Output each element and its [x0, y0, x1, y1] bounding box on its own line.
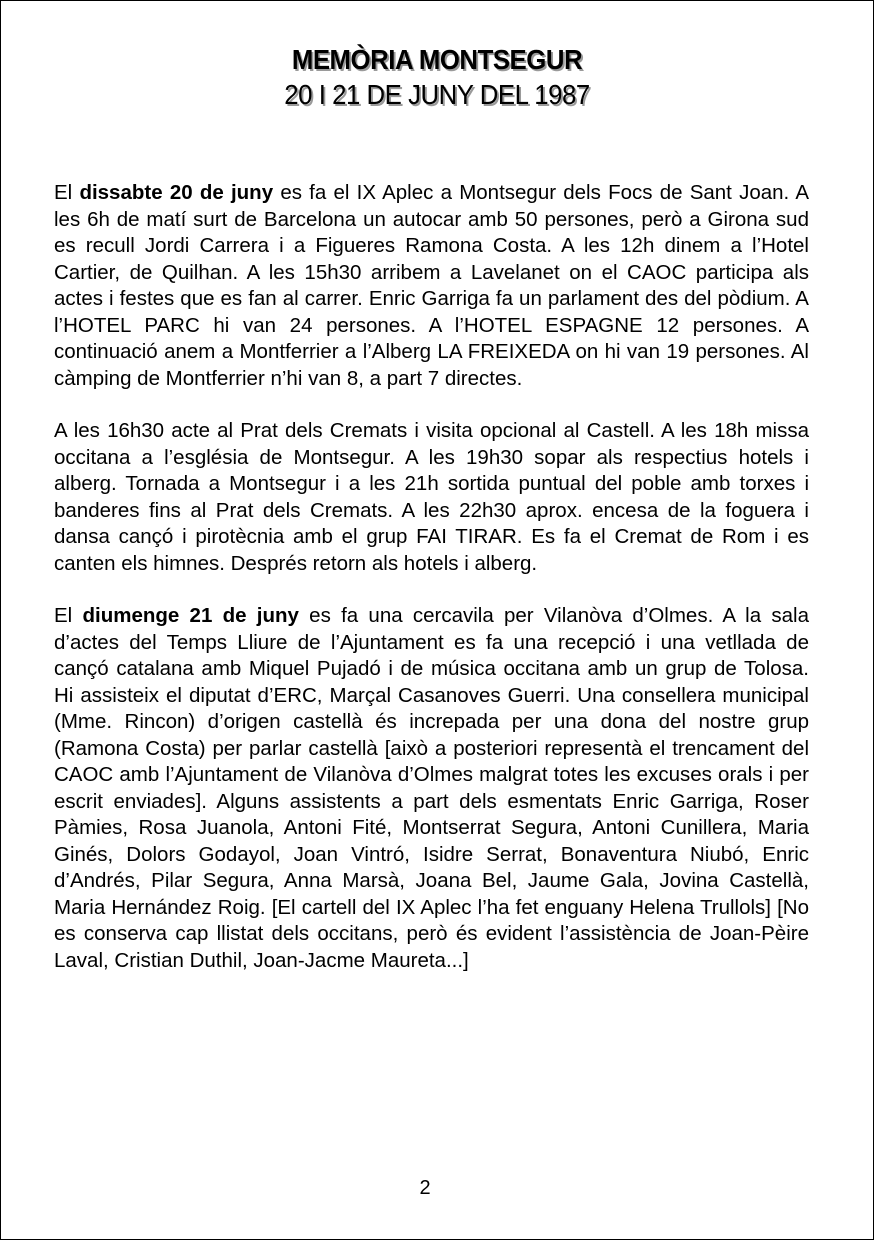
- paragraph-intro: El: [54, 181, 80, 204]
- paragraph-text: es fa una cercavila per Vilanòva d’Olmes. A la sala d’actes del Temps Lliure de l’Ajuntament es fa una recepció i una vetllada de cançó catalana amb Miquel Pujadó i de música occitana amb un grup de Tolosa. Hi assisteix el diputat d’ERC, Marçal Casanoves Guerri. Una consellera municipal (Mme. Rincon) d’origen castellà és increpada per una dona del nostre grup (Ramona Costa) per parlar castellà [això a posteriori representà el trencament del CAOC amb l’Ajuntament de Vilanòva d’Olmes malgrat totes les excuses orals i per escrit enviades]. Alguns assistents a part dels esmentats Enric Garriga, Roser Pàmies, Rosa Juanola, Antoni Fité, Montserrat Segura, Antoni Cunillera, Maria Ginés, Dolors Godayol, Joan Vintró, Isidre Serrat, Bonaventura Niubó, Enric d’Andrés, Pilar Segura, Anna Marsà, Joana Bel, Jaume Gala, Jovina Castellà, Maria Hernández Roig. [El cartell del IX Aplec l’ha fet enguany Helena Trullols] [No es conserva cap llistat dels occitans, però és evident l’assistència de Joan-Pèire Laval, Cristian Duthil, Joan-Jacme Maureta...]: [54, 604, 809, 972]
- paragraph-saturday: [54, 180, 809, 392]
- paragraph-date-bold: diumenge 21 de juny: [82, 604, 299, 627]
- paragraph-text: A les 16h30 acte al Prat dels Cremats i visita opcional al Castell. A les 18h missa occitana a l’església de Montsegur. A les 19h30 sopar als respectius hotels i alberg. Tornada a Montsegur i a les 21h sortida puntual del poble amb torxes i banderes fins al Prat dels Cremats. A les 22h30 aprox. encesa de la foguera i dansa cançó i pirotècnia amb el grup FAI TIRAR. Es fa el Cremat de Rom i es canten els himnes. Després retorn als hotels i alberg.: [54, 419, 809, 575]
- document-title: MEMÒRIA MONTSEGUR: [291, 44, 583, 75]
- paragraph-date-bold: dissabte 20 de juny: [79, 181, 274, 204]
- paragraph-sunday: [54, 603, 809, 974]
- page-number: 2: [419, 1177, 431, 1199]
- document-subtitle: 20 I 21 DE JUNY DEL 1987: [284, 79, 590, 110]
- paragraph-intro: El: [54, 604, 83, 627]
- paragraph-text: es fa el IX Aplec a Montsegur dels Focs de Sant Joan. A les 6h de matí surt de Barcelona un autocar amb 50 persones, però a Girona sud es recull Jordi Carrera i a Figueres Ramona Costa. A les 12h dinem a l’Hotel Cartier, de Quilhan. A les 15h30 arribem a Lavelanet on el CAOC participa als actes i festes que es fan al carrer. Enric Garriga fa un parlament des del pòdium. A l’HOTEL PARC hi van 24 persones. A l’HOTEL ESPAGNE 12 persones. A continuació anem a Montferrier a l’Alberg LA FREIXEDA on hi van 19 persones. Al càmping de Montferrier n’hi van 8, a part 7 directes.: [54, 181, 809, 390]
- paragraph-evening: [54, 418, 809, 577]
- document-body: [54, 180, 809, 1000]
- title-block: [0, 42, 874, 112]
